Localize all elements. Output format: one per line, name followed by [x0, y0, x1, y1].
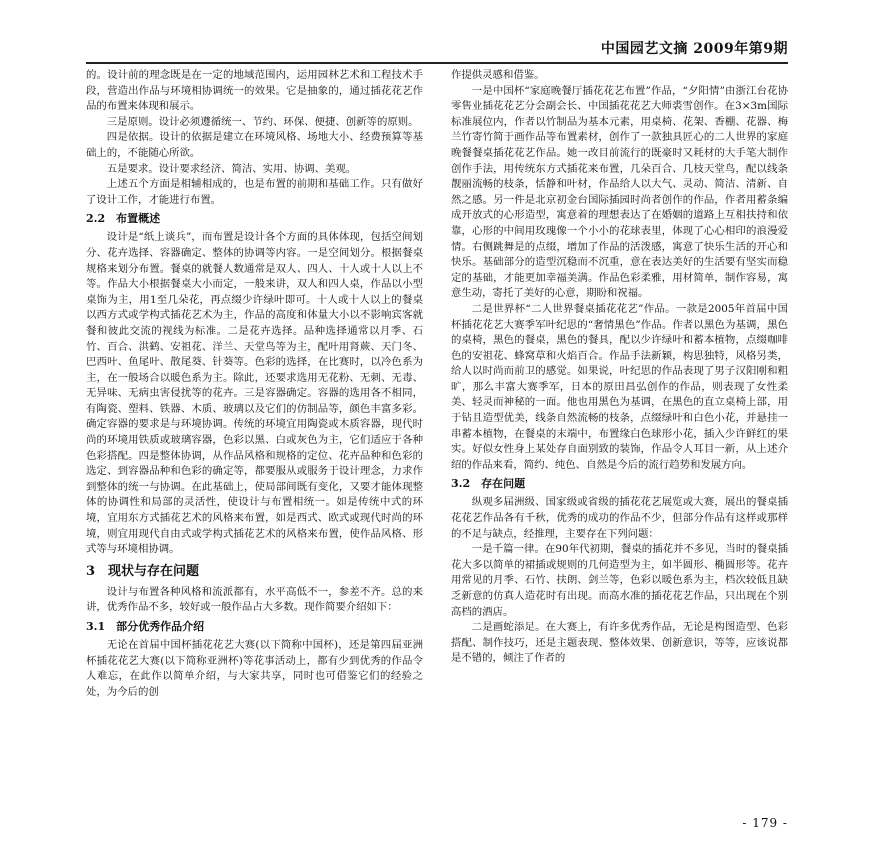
- section-heading-3-2: 3.2 存在问题: [451, 477, 526, 491]
- paragraph: 无论在首届中国杯插花花艺大赛(以下简称中国杯)，还是第四届亚洲杯插花花艺大赛(以下简称亚洲杯)等花事活动上，都有少到优秀的作品令人难忘，在此作以简单介绍，与大家共享，同时也可借鉴它们的经验之处，为今后的创: [86, 639, 423, 698]
- paragraph: 三是原则。设计必须遵循统一、节约、环保、便捷、创新等的原则。: [106, 115, 419, 128]
- section-heading-2-2: 2.2 布置概述: [86, 212, 161, 226]
- journal-title: 中国园艺文摘 2009年第9期: [600, 41, 788, 57]
- paragraph: 一是千篇一律。在90年代初期，餐桌的插花并不多见，当时的餐桌插花大多以简单的裙插或规则的几何造型为主，如半圆形、椭圆形等。花卉用常见的月季、石竹、扶朗、剑兰等，色彩以暖色系为主，档次较低且缺乏新意的仿真人造花时有出现。而高水准的插花花艺作品，只出现在个别高档的酒店。: [451, 543, 788, 618]
- paragraph: 作提供灵感和借鉴。: [451, 69, 545, 81]
- paragraph: 的。设计前的理念既是在一定的地域范围内，运用园林艺术和工程技术手段，营造出作品与环境相协调统一的效果。它是抽象的，通过插花花艺作品的布置来体现和展示。: [86, 69, 423, 113]
- paragraph: 二是世界杯“二人世界餐桌插花花艺”作品。一款是2005年首届中国杯插花花艺大赛季军叶纪思的“奢情黑色”作品。作者以黑色为基调，黑色的桌椅，黑色的餐桌，黑色的餐具，配以少许绿叶和蓄本植物，点缀咖啡色的安祖花、蜂窝草和火焰百合。作品手法新颖，构思独特，风格另类，给人以时尚而前卫的感觉。如果说，叶纪思的作品表现了男子汉阳刚和粗旷，那么丰富大赛季军，日本的原田昌弘创作的作品，则表现了女性柔美、轻灵而神秘的一面。他也用黑色为基调，在黑色的直立桌椅上部，用于钻且造型优美，线条自然流畅的枝条，点缀绿叶和白色小花，并悬挂一串蓄本植物，在餐桌的末端中，布置缘白色球形小花，插入少许鲜红的果实。好似女性身上某处存自面别致的装饰，作品令人耳目一新，从上述介绍的作品来看，简约、纯色、自然是今后的流行趋势和发展方向。: [451, 302, 788, 471]
- section-heading-3-1: 3.1 部分优秀作品介绍: [86, 620, 205, 633]
- section-heading-3: 3 现状与存在问题: [86, 563, 200, 579]
- paragraph: 五是要求。设计要求经济、简洁、实用、协调、美观。: [106, 162, 357, 175]
- page-number: - 179 -: [742, 816, 788, 830]
- paragraph: 设计是“纸上谈兵”，而布置是设计各个方面的具体体现，包括空间划分、花卉选择、容器确定、整体的协调等内容。一是空间划分。根据餐桌规格来划分布置。餐桌的就餐人数通常是双人、四人、十人或十人以上不等。作品大小根据餐桌大小而定，一般来讲，双人和四人桌，作品以小型桌饰为主，用1至几朵花，再点缀少许绿叶即可。十人或十人以上的餐桌以西方式或学构式插花艺术为主，作品的高度和体量大小以不影响宾客就餐和彼此交流的视线为标准。二是花卉选择。品种选择通常以月季、石竹、百合、洪鹤、安祖花、洋兰、天堂鸟等为主，配叶用肾蕨、天门冬、巴西叶、鱼尾叶、散尾葵、针葵等。色彩的选择，在比赛时，以冷色系为主，在一般场合以暖色系为主。除此，还要求选用无花粉、无刺、无毒、无异味、无病虫害侵扰等的花卉。三是容器确定。容器的选用各不相同，有陶瓷、塑料、铁器、木质、玻璃以及它们的仿制品等，颜色丰富多彩。确定容器的要求是与环境协调。传统的环境宜用陶瓷或木质容器，现代时尚的环境用铁质或玻璃容器，色彩以黑、白或灰色为主，它们适应于各种色彩搭配。四是整体协调，从作品风格和规格的定位、花卉品种和色彩的选定、到容器品种和色彩的确定等，都要服从或服务于设计理念，力求作到整体的统一与协调。在此基础上，使局部间既有变化，又要才能体现整体的协调性和局部的灵活性，使设计与布置相统一。如是传统中式的环境，宜用东方式插花艺术的风格来布置，如是西式、欧式或现代时尚的环境，则宜用现代自由式或学构式插花艺术的风格来布置，使作品风格、形式等与环境相协调。: [86, 231, 423, 556]
- right-column: [451, 68, 788, 667]
- paragraph: 四是依据。设计的依据是建立在环境风格、场地大小、经费预算等基础上的，不能随心所欲。: [86, 131, 423, 159]
- running-header: [86, 38, 788, 64]
- paragraph: 设计与布置各种风格和流派都有，水平高低不一，参差不齐。总的来讲，优秀作品不多，较好或一般作品占大多数。现作简要介绍如下：: [86, 585, 423, 614]
- paragraph: 纵观多届洲级、国家级或省级的插花花艺展览或大赛，展出的餐桌插花花艺作品各有千秋，优秀的成功的作品不少，但部分作品有这样或那样的不足与缺点，经推理，主要存在下列问题：: [451, 496, 788, 540]
- paragraph: 二是画蛇添足。在大赛上，有许多优秀作品，无论是构图造型、色彩搭配、制作技巧，还是主题表现、整体效果、创新意识，等等，应该说都是不错的，倾注了作者的: [451, 621, 788, 665]
- left-column: [86, 68, 423, 700]
- paragraph: 一是中国杯“家庭晚餐厅插花花艺布置”作品，“夕阳情”由浙江台花协零售业插花花艺分会副会长、中国插花花艺大师裘雪创作。在3×3m国际标准展位内，作者以竹制品为基本元素，用桌椅、花架、香棚、花器、梅兰竹寄竹简于画作品等布置素材，创作了一款独具匠心的二人世界的家庭晚餐餐桌插花花艺作品。她一改目前流行的既豪时又耗材的大手笔大制作创作手法，用传统东方式插花来布置，几朵百合、几枝天堂鸟，配以线条靓丽流畅的枝条，恬静和叶材，作品给人以大气、灵动、简洁、清新、自然之感。另一件是北京初金台国际插园时尚者创作的作品，作者用蓄条编成开放式的心形造型，寓意着的理想表达了在婚姻的道路上互相扶持和依靠，心形的中间用玫瑰像一个小小的花球表里，体现了心心相印的浪漫爱情。右侧跳舞是的点缀，增加了作品的活泼感，寓意了快乐生活的开心和快乐。基础部分的造型沉稳而不沉重，意在表达美好的生活要有坚实而稳定的基础，才能更加幸福美满。作品色彩柔雅，用材简单，制作容易，寓意生动，寄托了美好的心意，期盼和祝福。: [451, 84, 788, 300]
- paragraph: 上述五个方面是相辅相成的，也是布置的前期和基础工作。只有做好了设计工作，才能进行布置。: [86, 178, 423, 206]
